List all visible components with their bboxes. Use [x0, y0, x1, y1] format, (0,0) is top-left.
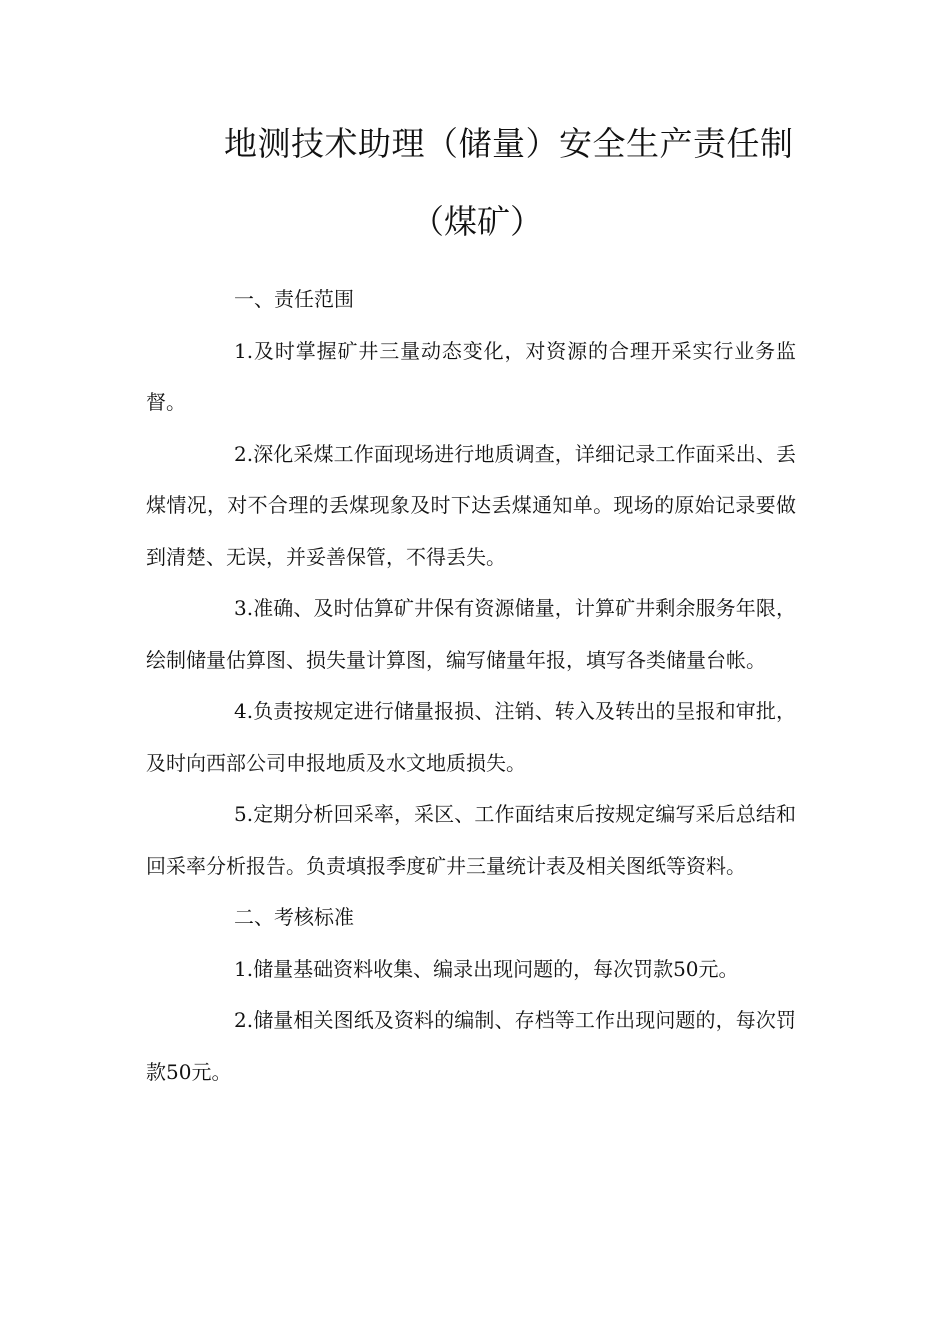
document-body: [146, 274, 796, 1098]
paragraph-item-1: 1.及时掌握矿井三量动态变化，对资源的合理开采实行业务监督。: [146, 338, 796, 414]
document-title: 地测技术助理（储量）安全生产责任制: [224, 124, 794, 163]
section-heading-scope: 一、责任范围: [234, 287, 354, 311]
paragraph-item-5: 5.定期分析回采率，采区、工作面结束后按规定编写采后总结和回采率分析报告。负责填报季度矿井三量统计表及相关图纸等资料。: [146, 802, 796, 878]
assessment-item-2: 2.储量相关图纸及资料的编制、存档等工作出现问题的，每次罚款50元。: [146, 1008, 796, 1084]
paragraph-item-3: 3.准确、及时估算矿井保有资源储量，计算矿井剩余服务年限，绘制储量估算图、损失量计算图，编写储量年报，填写各类储量台帐。: [146, 596, 796, 672]
section-heading-assessment: 二、考核标准: [234, 905, 354, 929]
assessment-item-1: 1.储量基础资料收集、编录出现问题的，每次罚款50元。: [234, 956, 739, 981]
paragraph-item-2: 2.深化采煤工作面现场进行地质调查，详细记录工作面采出、丢煤情况，对不合理的丢煤现象及时下达丢煤通知单。现场的原始记录要做到清楚、无误，并妥善保管，不得丢失。: [146, 441, 796, 569]
paragraph-item-4: 4.负责按规定进行储量报损、注销、转入及转出的呈报和审批，及时向西部公司申报地质及水文地质损失。: [146, 699, 796, 775]
document-subtitle: （煤矿）: [411, 202, 543, 241]
